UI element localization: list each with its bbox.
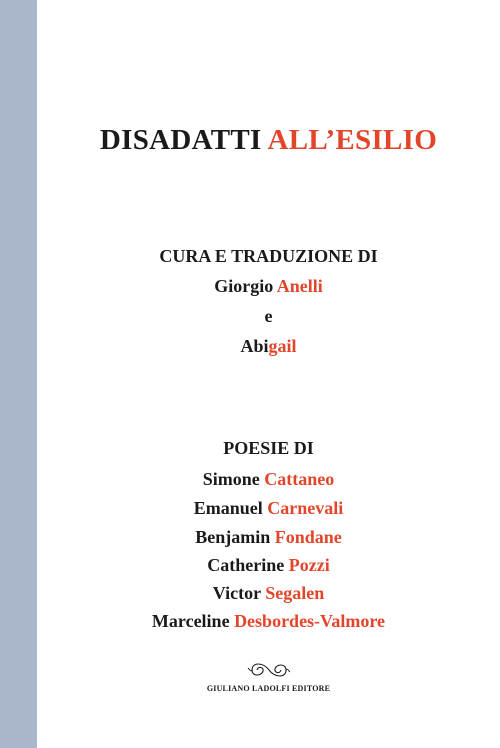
cover-spine-band: [0, 0, 37, 748]
poet-surname: Segalen: [265, 583, 325, 603]
poet-surname: Cattaneo: [264, 469, 335, 489]
book-title: [37, 124, 500, 157]
book-cover: [37, 0, 500, 748]
poet-surname: Carnevali: [267, 498, 344, 518]
poet-surname: Desbordes-Valmore: [234, 611, 386, 631]
poet-surname: Fondane: [274, 527, 342, 547]
editor-2-given: Abi: [240, 336, 269, 356]
publisher-block: [37, 660, 500, 693]
poet-given: Emanuel: [193, 498, 263, 518]
title-part-2: ALL’ESILIO: [267, 124, 438, 156]
poet-given: Catherine: [207, 555, 285, 575]
poet-surname: Pozzi: [288, 555, 330, 575]
title-part-1: DISADATTI: [99, 124, 262, 156]
editors-heading: CURA E TRADUZIONE DI: [159, 246, 378, 266]
publisher-name: GIULIANO LADOLFI EDITORE: [206, 684, 331, 693]
poet-given: Victor: [212, 583, 261, 603]
poet-item: [37, 498, 500, 519]
editors-conjunction: e: [264, 306, 273, 326]
poet-item: [37, 555, 500, 576]
poet-item: [37, 527, 500, 548]
poet-item: [37, 583, 500, 604]
poet-item: [37, 611, 500, 632]
editor-1-surname: Anelli: [276, 276, 323, 296]
editor-1: [37, 276, 500, 297]
poets-heading: POESIE DI: [223, 438, 314, 458]
poet-given: Simone: [202, 469, 260, 489]
poet-item: [37, 469, 500, 490]
editor-2-surname: gail: [268, 336, 297, 356]
infinity-swirl-icon: [246, 660, 292, 680]
poet-given: Marceline: [151, 611, 230, 631]
editor-1-given: Giorgio: [214, 276, 274, 296]
poet-given: Benjamin: [195, 527, 271, 547]
editor-2: [37, 336, 500, 357]
